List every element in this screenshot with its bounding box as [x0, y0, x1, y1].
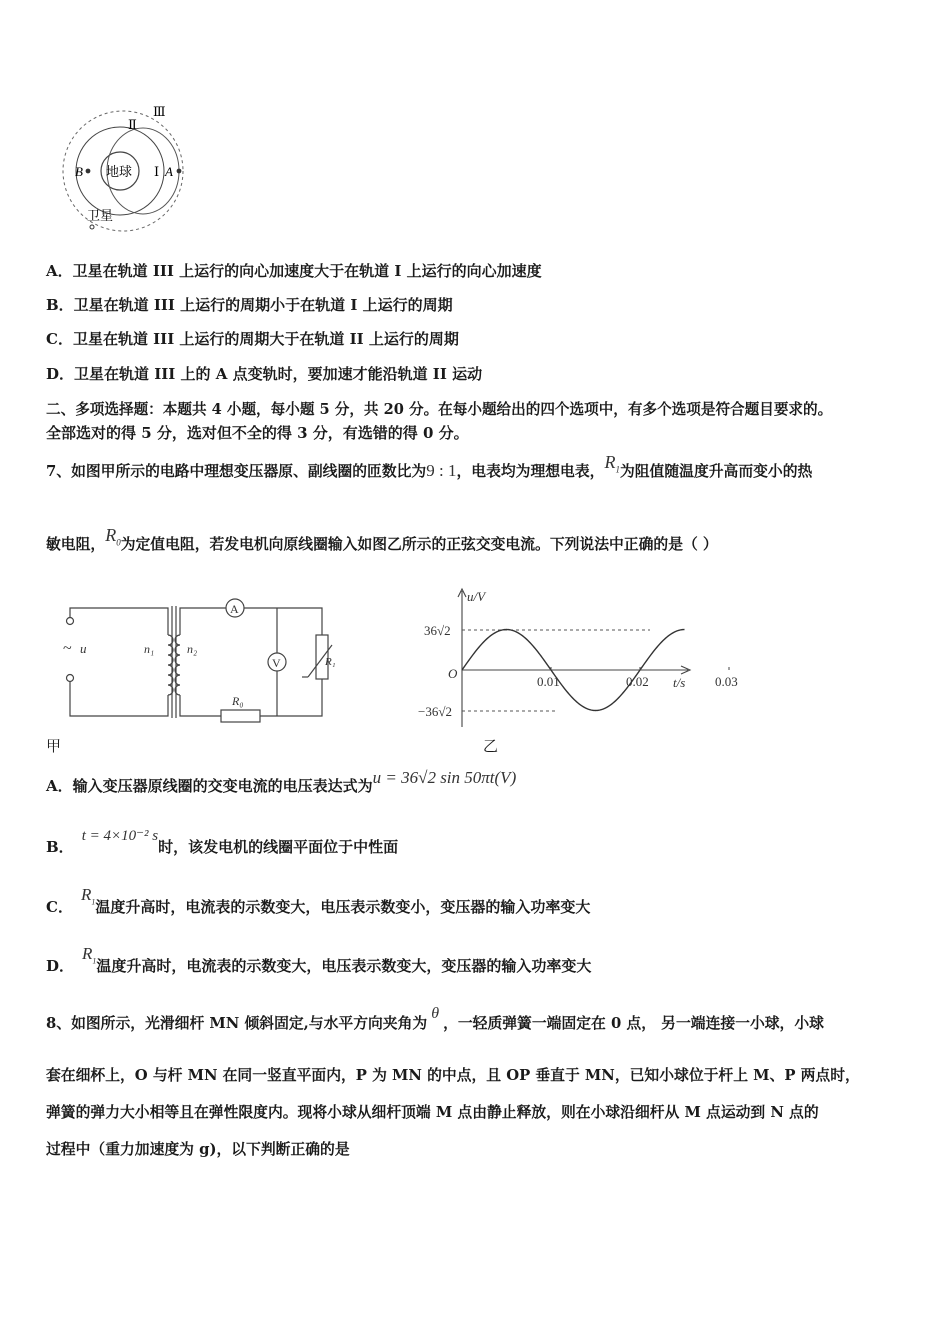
q7-option-a	[46, 767, 517, 795]
q8-line3: 弹簧的弹力大小相等且在弹性限度内。现将小球从细杆顶端 M 点由静止释放，则在小球沿细杆从 M 点运动到 N 点的	[46, 1104, 819, 1121]
q7-option-a-formula: u = 36√2 sin 50πt(V)	[372, 768, 517, 787]
q8-line2: 套在细杯上，O 与杆 MN 在同一竖直平面内，P 为 MN 的中点，且 OP 垂直于 MN，已知小球位于杆上 M、P 两点时，	[46, 1067, 860, 1084]
chart-ymin-label: −36√2	[418, 704, 452, 719]
q7-stem-p2: ，电表均为理想电表，	[456, 463, 605, 480]
q7-option-d-r1: $R_1$	[82, 944, 97, 966]
earth-label: 地球	[106, 164, 133, 179]
voltmeter-label: V	[272, 656, 281, 670]
r0-resistor	[221, 710, 260, 722]
circuit-r1-label: R₁	[325, 656, 336, 668]
q7-option-c	[46, 884, 591, 916]
point-a-dot	[177, 169, 182, 174]
q7-r0-sub: 0	[116, 537, 121, 548]
q7-stem-p3: 为阻值随温度升高而变小的热	[619, 463, 813, 480]
q7-option-b	[46, 824, 399, 856]
point-b-dot	[86, 169, 91, 174]
section2-line2: 全部选对的得 5 分，选对但不全的得 3 分，有选错的得 0 分。	[46, 424, 469, 442]
q7-option-c-text: 温度升高时，电流表的示数变大，电压表示数变小，变压器的输入功率变大	[95, 898, 591, 916]
satellite-dot	[90, 225, 94, 229]
satellite-label: 卫星	[87, 208, 114, 223]
q8-line4: 过程中（重力加速度为 g)，以下判断正确的是	[46, 1141, 350, 1158]
chart-origin: O	[448, 666, 458, 681]
orbit-figure	[50, 100, 210, 240]
chart-xlabel: t/s	[673, 675, 686, 690]
q7-stem-p4: 敏电阻，	[46, 536, 106, 553]
q7-stem-line2	[46, 525, 718, 556]
q7-stem-p1: 7、如图甲所示的电路中理想变压器原、副线圈的匝数比为	[46, 463, 427, 480]
voltage-chart	[405, 585, 738, 735]
point-b-label: B	[75, 164, 83, 179]
q8-p1: 8、如图所示，光滑细杆 MN 倾斜固定,与水平方向夹角为	[46, 1015, 428, 1032]
circuit-r0-label: R₀	[232, 694, 244, 708]
terminal-bottom	[67, 675, 74, 682]
circuit-n2-label: n₂	[187, 642, 198, 656]
circuit-n1-label: n₁	[144, 642, 155, 656]
q6-option-a: A．卫星在轨道 III 上运行的向心加速度大于在轨道 I 上运行的向心加速度	[46, 262, 542, 280]
terminal-top	[67, 618, 74, 625]
q7-ratio: 9 : 1	[426, 461, 457, 480]
circuit-u-label: u	[80, 641, 87, 656]
q7-option-c-r1: $R_1$	[80, 885, 96, 907]
orbit3-label: Ⅲ	[153, 104, 166, 119]
chart-ymax-label: 36√2	[424, 623, 451, 638]
graph-caption: 乙	[483, 737, 499, 755]
q7-r1	[604, 452, 620, 475]
q7-option-d-label: D．	[46, 957, 75, 975]
orbit1-label: Ⅰ	[154, 164, 160, 179]
q7-stem-p5: 为定值电阻，若发电机向原线圈输入如图乙所示的正弦交变电流。下列说法中正确的是（ ）	[120, 536, 718, 553]
orbit2-label: Ⅱ	[128, 117, 137, 132]
section2-line1: 二、多项选择题：本题共 4 小题，每小题 5 分，共 20 分。在每小题给出的四个选项中，有多个选项是符合题目要求的。	[46, 401, 833, 418]
q7-r0-symbol: R	[105, 525, 117, 545]
circuit-caption: 甲	[46, 737, 62, 755]
source-symbol: ~	[63, 640, 72, 657]
q7-option-b-formula: t = 4×10⁻² s	[81, 828, 159, 844]
q6-option-b: B．卫星在轨道 III 上运行的周期小于在轨道 I 上运行的周期	[46, 296, 453, 314]
q8-theta: θ	[431, 1005, 440, 1022]
q7-stem-line1	[46, 452, 813, 483]
q8-p2: ，一轻质弹簧一端固定在 0 点， 另一端连接一小球，小球	[443, 1015, 824, 1032]
primary-wire	[70, 608, 168, 716]
q6-option-c: C．卫星在轨道 III 上运行的周期大于在轨道 II 上运行的周期	[46, 330, 459, 348]
chart-xtick-label: 0.01	[537, 674, 560, 689]
chart-xtick-label: 0.02	[626, 674, 649, 689]
q7-option-c-label: C．	[46, 898, 73, 916]
circuit-diagram	[50, 595, 340, 725]
q7-option-d-text: 温度升高时，电流表的示数变大，电压表示数变大，变压器的输入功率变大	[96, 957, 592, 975]
q7-r0	[105, 525, 121, 548]
ammeter-label: A	[230, 602, 239, 616]
q6-option-d: D．卫星在轨道 III 上的 A 点变轨时，要加速才能沿轨道 II 运动	[46, 365, 483, 383]
q7-option-b-label: B．	[46, 838, 74, 856]
q7-r1-symbol: R	[604, 452, 616, 472]
chart-ylabel: u/V	[467, 589, 486, 604]
point-a-label: A	[165, 164, 173, 179]
q8-line1	[46, 1002, 824, 1032]
q7-option-a-text: A．输入变压器原线圈的交变电流的电压表达式为	[46, 777, 373, 795]
q7-option-b-text: 时，该发电机的线圈平面位于中性面	[158, 838, 399, 856]
q7-r1-sub: 1	[615, 464, 620, 475]
secondary-wire	[180, 608, 322, 716]
q7-option-d	[46, 943, 592, 975]
chart-xtick-label: 0.03	[715, 674, 738, 689]
